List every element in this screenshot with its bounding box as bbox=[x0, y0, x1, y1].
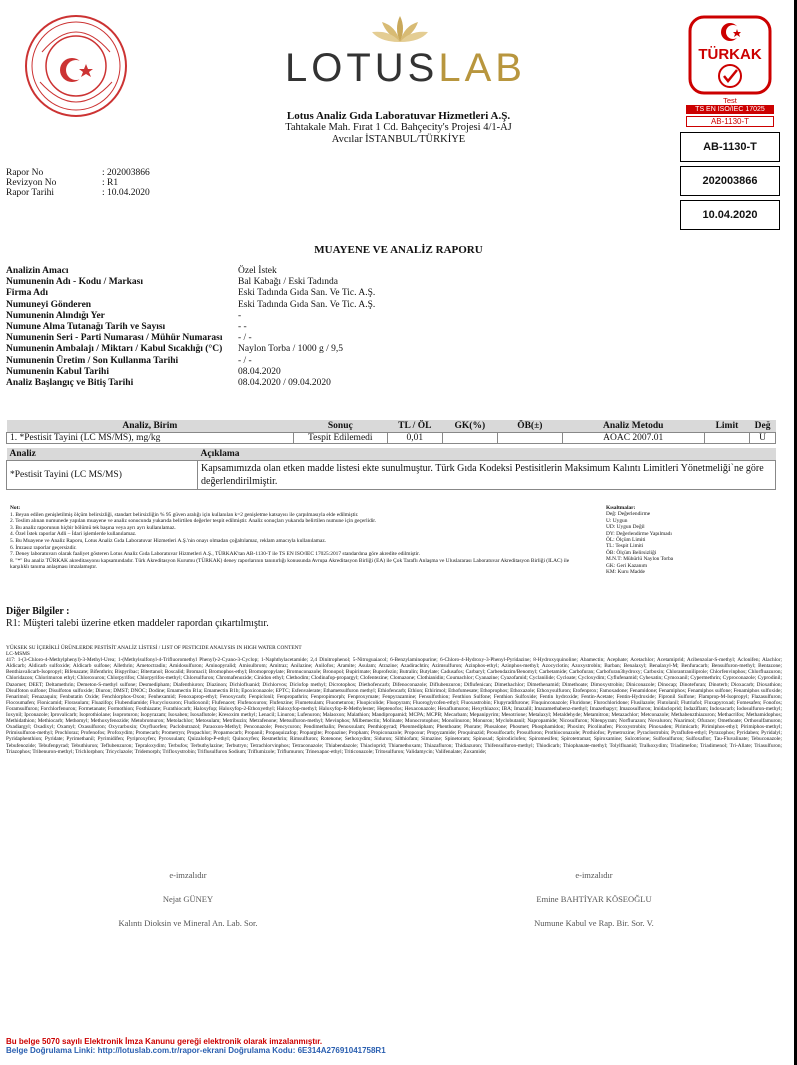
footer bbox=[6, 1037, 386, 1055]
table-row bbox=[7, 461, 776, 490]
turkak-standard: TS EN ISO/IEC 17025 bbox=[686, 105, 774, 114]
info-label: Numunenin Üretim / Son Kullanma Tarihi bbox=[6, 355, 179, 366]
results-header-cell: Analiz, Birim bbox=[7, 420, 294, 433]
info-label: Analiz Başlangıç ve Bitiş Tarihi bbox=[6, 378, 134, 389]
results-header-cell: Analiz Metodu bbox=[562, 420, 704, 433]
signature-name: Nejat GÜNEY bbox=[162, 894, 214, 904]
abbreviation-item: KM: Kuru Madde bbox=[606, 569, 645, 576]
notes-title: Not: bbox=[10, 505, 21, 511]
meta-label: Rapor No bbox=[6, 168, 44, 178]
abbreviation-item: M.N.T: Mühürlü Naylon Torba bbox=[606, 556, 674, 563]
info-value: - / - bbox=[238, 333, 252, 344]
info-value: 08.04.2020 bbox=[238, 366, 281, 377]
note-item: 4. Özel İstek raporlar Adli – İdari işlemlerde kullanılamaz. bbox=[10, 531, 137, 538]
abbreviation-item: DY: Değerlendirme Yapılmadı bbox=[606, 530, 672, 537]
accreditation-code-box: AB-1130-T bbox=[680, 132, 780, 162]
explanation-header-cell: Açıklama bbox=[198, 448, 776, 461]
result-cell: AOAC 2007.01 bbox=[562, 433, 704, 444]
result-cell bbox=[704, 433, 749, 444]
pesticide-list-text: 417: 1-(3-Chloro-4-Methylphenyl)-3-Methyl-Urea; 1-(Methylsulfonyl-4-Trifluoromethyl Phenyl)-2-Cyano-3-Cyclop; 1-Naphthylacetamide; 2,4 Dinitrophenol; 5-Nitroguaiacol; 6-Benzylaminopurine; 6-Chloro-4-Hydroxy-3-Phenyl-Pyridazine; 8-Hydroxyquinoline; Abamectin; Acephate; Acetachlor; Acetamiprid; Acibenzolar-S-methyl; Aclonifen; Alachlor; Aldicarb; Aldicarb sulfoxide; Aldicarb sulfone; Allethrin; Ametoctradin; Amidosulfuron; Aminopyralid; Amisulbrom; Amitraz; Anilazine; Anilofos; Aramite; Asulam; Atrazine; Azadirachtin; Azimsulfuron; Azinphos-ethyl; Azinphos-methyl; Azocyclotin; Azoxystrobin; Barban; Benalaxyl; Benalaxyl-M; Benfuracarb; Bensulfuron-methyl; Bentazone; Benthiavalicarb-Isopropyl; Bifenazate; Bifenthrin; Bispyribac; Bitertanol; Boscalid; Bromacil; Bromophos-ethyl; Bromopropylate; Bromuconazole; Bronopol; Bupirimate; Buprofezin; Butralin; Butylate; Cadusafos; Carbaryl; Carbendazim/Benomyl; Carbetamide; Carbofuran; Carbofuran3hydroxy; Carboxin; Chlorantraniliprole; Chlorfenvinphos; Chlorfluazuron; Chloridazon; Chlorimuron ethyl; Chloroxuron; Chlorpyrifos; Chlorpyrifos-methyl; Chlorsulfuron; Chromafenozide; Cinidon ethyl; Clethodim; Clodinafop-propargyl; Clofentezine; Clomazone; Clothianidin; Coumachlor; Cyanazine; Cyazofamid; Cyclanilide; Cycloate; Cycloxydim; Cyflufenamid; Cyhexatin; Cymoxanil; Cypermethrin; Cyproconazole; Cyprodinil; Dazomet; DEET; Deltamethrin; Demeton-S-methyl sulfone; Desmedipham; Diafenthiuron; Diazinon; Dichlofluanid; Dichlorvos; Diclofop methyl; Dicrotophos; Diethofencarb; Difenoconazole; Diflubenzuron; Diflufenican; Dimethachlor; Dimethenamid; Dimethoate; Dimoxystrobin; Diniconazole; Dinocap; Dinotefuran; Dinoterb; Dioxacarb; Dioxathion; Disulfoton sulfone; Disulfoton sulfoxide; Diuron; DMST; DNOC; Dodine; Emamectin B1a; Emamectin B1b; Epoxiconazole; EPTC; Esfenvalerate; Ethametsulfuron methyl; Ethiofencarb; Ethion; Ethirimol; Ethofumesate; Ethoprophos; Ethoxazole; Ethoxysulfuron; Etofenprox; Famoxadone; Fenamidone; Fenamiphos; Fenamiphos sulfone; Fenamiphos sulfoxide; Fenarimol; Fenazaquin; Fenbutatin Oxide; Fenchlorphos-Oxon; Fenhexamid; Fenoxaprop-ethyl; Fenoxycarb; Fenpiclonil; Fenpropathrin; Fenpropimorph; Fenproxymate; Fenpyrazamine; Fensulfothion; Fenthion Sulfone; Fenthion Sulfoxide; Fentin hydroxide; Fentin-Acetate; Fentin-Hydroxide; Fipronil Sulfone; Flamprop-M-Isopropyl; Flazasulfuron; Flocoumafen; Flonicamid; Florasulam; Fluazifop; Flubendiamide; Flucycloxuron; Fludioxonil; Flufenacet; Flufenoxuron; Flufenzine; Flumetsulam; Fluometuron; Fluopicolide; Fluopyram; Fluoroglycofen-ethyl; Fluoxastrobin; Flupyradifurone; Fluquinconazole; Fluridone; Flurochloridone; Flusilazole; Flutolanil; Flutriafol; Fluxapyroxad; Fomesafen; Fonofos; Foramsulfuron; Forchlorfenuron; Formetanate; Formothion; Fosthiazate; Furathiocarb; Haloxyfop; Haloxyfop-2-Ethoxyethyl; Haloxyfop-methyl; Haloxyfop-R-Methylester; Heptenofos; Hexaconazole; Hexaflumuron; Hexythiazox; IBA; Imazalil; Imazamethabenz-methyl; Imazethapyr; Imazosulfuron; Imidacloprid; Indaziflam; Indoxacarb; Iodosulfuron-methyl; Ioxynil; Ipconazole; Iprovalicarb; Isoprothiolane; Isoproturon; Isopyrazam; Isoxaben; Isoxaflutole; Kresoxim methyl; Lenacil; Linuron; Lufenuron; Malaoxon; Malathion; Mandipropamid; MCPA; MCPB; Mecarbam; Mepanipyrim; Mesotrione; Metalaxyl; Metaldehyde; Metamitron; Metazachlor; Metconazole; Methabenzthiazuron; Methacrifos; Methamidophos; Methidathion; Methiocarb; Methomyl; Methoxyfenozide; Metobromuron; Metolachlor; Metosulam; Metribuzin; Metrafenone; Metsulfuron-methyl; Mevinphos; Milbemectin; Molinate; Monocrotophos; Monolinuron; Monuron; Myclobutanil; Napropamide; Nicosulfuron; Nitenpyram; Norflurazon; Novaluron; Nuarimol; Ofurace; Omethoate; Orthosulfamuron; Oxadiargyl; Oxadixyl; Oxamyl; Oxasulfuron; Oxycarboxin; Oxyfluorfen; Paclobutrazol; Paraoxon-Methyl; Penconazole; Pencycuron; Pendimethalin; Penoxsulam; Penthiopyrad; Phenmedipham; Phenthoate; Phorate; Phosalone; Phosmet; Phosphamidon; Phoxim; Picolinafen; Picoxystrobin; Pinoxaden; Pirimicarb; Pirimiphos-ethyl; Pirimiphos-methyl; Primisulfuron-methyl; Prochloraz; Profenofos; Profoxydim; Promecarb; Prometryn; Propachlor; Propamocarb; Propanil; Propaquizafop; Propargite; Propazine; Propham; Propiconazole; Propoxur; Propyzamide; Proquinazid; Prosulfocarb; Prosulfuron; Prothioconazole; Prothiofos; Pymetrozine; Pyraclostrobin; Pyraflufen-ethyl; Pyrazophos; Pyridaben; Pyridalyl; Pyridaphenthion; Pyridate; Pyrimethanil; Pyrimidifen; Pyriproxyfen; Pyroxsulam; Quizalofop-P-ethyl; Quinoxyfen; Resmethrin; Rimsulfuron; Rotenone; Sethoxydim; Siduron; Silthiofam; Simazine; Spinetoram; Spinosad; Spirodiclofen; Spiromesifen; Spirotetramat; Spiroxamine; Sulcotrione; Sulfosulfuron; Sulfoxaflor; Tau-Fluvalinate; Tebuconazole; Tebufenozide; Tebufenpyrad; Tebuthiuron; Teflubenzuron; Tepraloxydim; Terbufos; Terbuthylazine; Terbutryn; Tetrachlorvinphos; Tetraconazole; Thiabendazole; Thiacloprid; Thiamethoxam; Thiazafluron; Thidiazuron; Thifensulfuron-methyl; Thiodicarb; Thiophanate-methyl; Tolylfluanid; Tralkoxydim; Triadimefon; Triadimenol; Tri-Allate; Triasulfuron; Triazophos; Tribenuron-methyl; Trichlorphon; Tricyclazole; Tridemorph; Trifloxystrobin; Triflusulfuron Sodium; Triflumizole; Triflumuron; Trinexapac-ethyl; Triticonazole; Tritosulfuron; Validamycin; Valifenalate; Zoxamide; bbox=[6, 657, 782, 755]
info-value: - / - bbox=[238, 355, 252, 366]
info-label: Numunenin Kabul Tarihi bbox=[6, 366, 109, 377]
turkak-logo bbox=[687, 14, 773, 96]
abbreviation-item: GK: Geri Kazanım bbox=[606, 562, 648, 569]
info-label: Analizin Amacı bbox=[6, 266, 69, 276]
info-label: Numune Alma Tutanağı Tarih ve Sayısı bbox=[6, 322, 166, 333]
report-date-box: 10.04.2020 bbox=[680, 200, 780, 230]
note-item: 8. "*" Bu analiz TÜRKAK akreditasyonu kapsamındadır. Türk Akreditasyon Kurumu (TÜRKAK) deney raporlarının tanınırlığı konusunda Avrupa Akreditasyon Birliği (EA) ile Çok Taraflı Anlaşma ve Uluslararası Laboratuvar Akreditasyon Birliği (ILAC) ile karşılıklı tanıma anlaşması imzalamıştır. bbox=[10, 557, 570, 571]
notes-section bbox=[10, 505, 570, 571]
info-label: Numunenin Adı - Kodu / Markası bbox=[6, 277, 143, 288]
company-address-line2: Avcılar İSTANBUL/TÜRKİYE bbox=[331, 134, 466, 145]
info-value: 08.04.2020 / 09.04.2020 bbox=[238, 378, 331, 389]
abbreviation-item: UD: Uygun Değil bbox=[606, 524, 645, 531]
other-info-text: R1: Müşteri talebi üzerine etken maddeler rapordan çıkartılmıştır. bbox=[6, 618, 269, 629]
svg-text:TÜRKAK: TÜRKAK bbox=[698, 46, 762, 63]
report-title: MUAYENE VE ANALİZ RAPORU bbox=[314, 244, 483, 256]
info-label: Firma Adı bbox=[6, 288, 48, 299]
other-info-title: Diğer Bilgiler : bbox=[6, 606, 70, 617]
note-item: 3. Bu analiz raporunun hiçbir bölümü tek başına veya ayrı ayrı kullanılamaz. bbox=[10, 524, 176, 531]
note-item: 1. Beyan edilen genişletilmiş ölçüm belirsizliği, standart belirsizliğin % 95 güven aralığı için kullanılan k=2 genişletme katsayısı ile çarpılmasıyla elde edilmiştir. bbox=[10, 511, 359, 518]
result-cell: U bbox=[750, 433, 776, 444]
report-meta bbox=[6, 168, 150, 198]
turkak-code: AB-1130-T bbox=[686, 116, 774, 127]
info-label: Numunenin Alındığı Yer bbox=[6, 310, 105, 321]
report-number-box: 202003866 bbox=[680, 166, 780, 196]
note-item: 5. Bu Muayene ve Analiz Raporu, Lotus Analiz Gıda Laboratuvar Hizmetleri A.Ş.'nin onayı olmadan çoğaltılamaz, reklam amacıyla kullanılamaz. bbox=[10, 537, 327, 544]
info-value: Eski Tadında Gıda San. Ve Tic. A.Ş. bbox=[238, 288, 376, 299]
footer-esign-notice: Bu belge 5070 sayılı Elektronik İmza Kanunu gereği elektronik olarak imzalanmıştır. bbox=[6, 1037, 323, 1046]
signature-role: Numune Kabul ve Rap. Bir. Sor. V. bbox=[534, 918, 654, 928]
info-value: Eski Tadında Gıda San. Ve Tic. A.Ş. bbox=[238, 299, 376, 310]
abbreviations-title: Kısaltmalar: bbox=[606, 505, 636, 511]
brand-name: LOTUSLAB bbox=[285, 46, 526, 90]
sample-info bbox=[6, 266, 375, 389]
signature-right bbox=[444, 870, 744, 928]
info-value: - - bbox=[238, 322, 247, 333]
pesticide-list bbox=[6, 645, 782, 755]
turkak-test-label: Test bbox=[723, 96, 737, 105]
brand-header bbox=[285, 14, 526, 90]
info-value: Naylon Torba / 1000 g / 9,5 bbox=[238, 344, 343, 355]
result-cell bbox=[442, 433, 497, 444]
explanation-table bbox=[6, 448, 776, 490]
signature-status: e-imzalıdır bbox=[575, 870, 613, 880]
explanation-analysis: *Pestisit Tayini (LC MS/MS) bbox=[7, 461, 198, 490]
signature-status: e-imzalıdır bbox=[169, 870, 207, 880]
note-item: 7. Deney laboratuvarı olarak faaliyet gösteren Lotus Analiz Gıda Laboratuvar Hizmetleri A.Ş., TÜRKAK'tan AB-1130-T ile TS EN ISO/IEC 17025:2017 standardına göre akredite edilmiştir. bbox=[10, 551, 420, 558]
signature-left bbox=[38, 870, 338, 928]
other-info bbox=[6, 606, 269, 630]
pesticide-list-header: YÜKSEK SU İÇERİKLİ ÜRÜNLERDE PESTİSİT ANALİZ LİSTESİ / LIST OF PESTICIDE ANALYSIS IN HIGH WATER CONTENT bbox=[6, 645, 302, 651]
results-header-cell: TL / ÖL bbox=[387, 420, 442, 433]
ministry-seal-logo bbox=[22, 12, 130, 120]
abbreviation-item: ÖL: Ölçüm Limiti bbox=[606, 537, 646, 544]
abbreviation-item: U: Uygun bbox=[606, 517, 628, 524]
note-item: 2. Teslim alınan numunede yapılan muayene ve analiz sonucunda yukarıda belirtilen değerler tespit edilmiştir. Analiz sonuçları yukarıda belirtilen numune için geçerlidir. bbox=[10, 518, 377, 525]
abbreviation-item: TL: Tespit Limiti bbox=[606, 543, 644, 550]
results-header-cell: Sonuç bbox=[293, 420, 387, 433]
info-value: Özel İstek bbox=[238, 266, 277, 276]
info-label: Numunenin Ambalajı / Miktarı / Kabul Sıcaklığı (°C) bbox=[6, 344, 223, 355]
results-header-cell: Değ bbox=[750, 420, 776, 433]
result-cell bbox=[497, 433, 562, 444]
info-value: - bbox=[238, 310, 242, 321]
meta-label: Revizyon No bbox=[6, 178, 57, 188]
info-label: Numuneyi Gönderen bbox=[6, 299, 92, 310]
abbreviations-section bbox=[606, 505, 786, 575]
signature-name: Emine BAHTİYAR KÖSEOĞLU bbox=[536, 894, 652, 904]
footer-verification-link[interactable]: Belge Doğrulama Linki: http://lotuslab.com.tr/rapor-ekrani Doğrulama Kodu: 6E314A27691041758R1 bbox=[6, 1046, 386, 1055]
company-info bbox=[150, 110, 647, 146]
result-cell: Tespit Edilemedi bbox=[293, 433, 387, 444]
explanation-header-cell: Analiz bbox=[7, 448, 198, 461]
turkak-accreditation bbox=[682, 14, 778, 127]
info-label: Numunenin Seri - Parti Numarası / Mühür Numarası bbox=[6, 333, 223, 344]
meta-value: : R1 bbox=[102, 178, 119, 188]
results-header-cell: Limit bbox=[704, 420, 749, 433]
explanation-text: Kapsamımızda olan etken madde listesi ekte sunulmuştur. Türk Gıda Kodeksi Pestisitlerin Maksimum Kalıntı Limitleri Yönetmeliği`ne göre değerlendirilmiştir. bbox=[198, 461, 776, 490]
meta-value: : 10.04.2020 bbox=[102, 188, 150, 198]
pesticide-list-method: LC-MSMS bbox=[6, 651, 30, 658]
table-row bbox=[7, 433, 776, 444]
abbreviation-item: ÖB: Ölçüm Belirsizliği bbox=[606, 549, 657, 556]
meta-value: : 202003866 bbox=[102, 168, 150, 178]
results-header-cell: GK(%) bbox=[442, 420, 497, 433]
company-name: Lotus Analiz Gıda Laboratuvar Hizmetleri A.Ş. bbox=[286, 110, 511, 122]
lotus-icon bbox=[370, 14, 430, 44]
info-value: Bal Kabağı / Eski Tadında bbox=[238, 277, 338, 288]
result-cell: 1. *Pestisit Tayini (LC MS/MS), mg/kg bbox=[7, 433, 294, 444]
result-cell: 0,01 bbox=[387, 433, 442, 444]
results-table bbox=[6, 420, 776, 444]
meta-label: Rapor Tarihi bbox=[6, 188, 54, 198]
note-item: 6. İmzasız raporlar geçersizdir. bbox=[10, 544, 77, 551]
abbreviation-item: Değ: Değerlendirme bbox=[606, 511, 651, 518]
company-address-line1: Tahtakale Mah. Fırat 1 Cd. Bahçecity's Projesi 4/1-AJ bbox=[285, 122, 512, 133]
signature-role: Kalıntı Dioksin ve Mineral An. Lab. Sor. bbox=[118, 918, 258, 928]
results-header-cell: ÖB(±) bbox=[497, 420, 562, 433]
